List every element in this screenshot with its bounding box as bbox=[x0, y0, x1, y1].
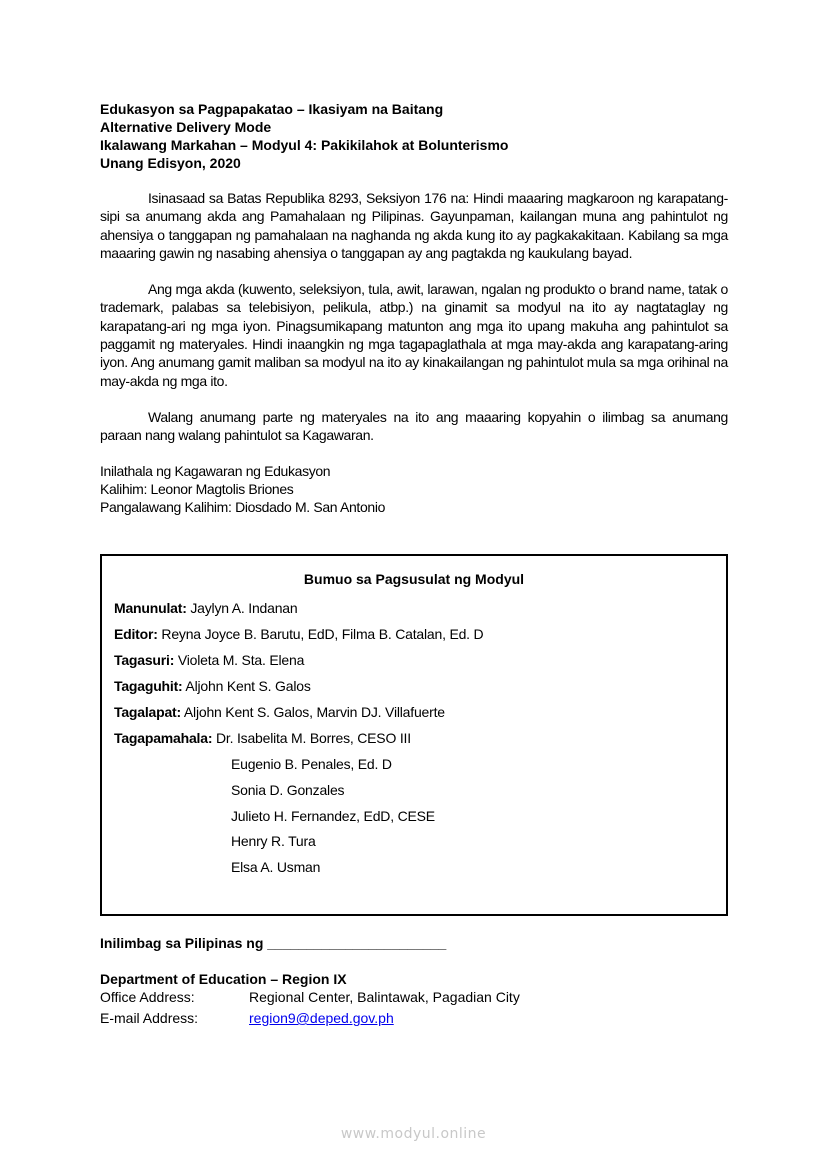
office-address-label: Office Address: bbox=[100, 989, 195, 1005]
manager-name: Julieto H. Fernandez, EdD, CESE bbox=[231, 808, 435, 824]
credit-editor: Editor: Reyna Joyce B. Barutu, EdD, Filma B. Catalan, Ed. D bbox=[114, 626, 484, 642]
credit-management: Tagapamahala: Dr. Isabelita M. Borres, CESO III bbox=[114, 730, 411, 746]
publisher-block bbox=[100, 462, 728, 516]
deped-region-heading: Department of Education – Region IX bbox=[100, 971, 347, 987]
module-title: Ikalawang Markahan – Modyul 4: Pakikilahok at Bolunterismo bbox=[100, 137, 509, 153]
printed-in-line: Inilimbag sa Pilipinas ng _______________________ bbox=[100, 935, 447, 951]
email-address-label: E-mail Address: bbox=[100, 1010, 199, 1026]
publisher-line: Inilathala ng Kagawaran ng Edukasyon bbox=[100, 462, 331, 479]
edition: Unang Edisyon, 2020 bbox=[100, 155, 241, 171]
office-address-value: Regional Center, Balintawak, Pagadian City bbox=[249, 989, 520, 1005]
copyright-paragraph-1: Isinasaad sa Batas Republika 8293, Seksiyon 176 na: Hindi maaaring magkaroon ng karapatang-sipi sa anumang akda ang Pamahalaan ng Pilipinas. Gayunpaman, kailangan muna ang pahintulot ng ahensiya o tanggapan ng pamahalaan na naghanda ng akda kung ito ay pagkakakitaan. Kabilang sa mga maaaring gawin ng nasabing ahensiya o tanggapan ay ang pagtakda ng kaukulang bayad. bbox=[100, 190, 728, 261]
email-link[interactable]: region9@deped.gov.ph bbox=[249, 1010, 394, 1026]
credits-box bbox=[100, 554, 728, 916]
credit-writer: Manunulat: Jaylyn A. Indanan bbox=[114, 600, 298, 616]
office-address-row bbox=[100, 988, 520, 1006]
copyright-paragraph-3: Walang anumang parte ng materyales na ito ang maaaring kopyahin o ilimbag sa anumang paraan nang walang pahintulot sa Kagawaran. bbox=[100, 408, 728, 444]
manager-name: Eugenio B. Penales, Ed. D bbox=[231, 756, 392, 772]
deped-contact-block bbox=[100, 970, 520, 1027]
credit-illustrator: Tagaguhit: Aljohn Kent S. Galos bbox=[114, 678, 311, 694]
delivery-mode: Alternative Delivery Mode bbox=[100, 119, 272, 135]
copyright-paragraph-2: Ang mga akda (kuwento, seleksiyon, tula, awit, larawan, ngalan ng produkto o brand name, tatak o trademark, palabas sa telebisiyon, pelikula, atbp.) na ginamit sa modyul na ito ay nagtataglay ng karapatang-ari ng mga iyon. Pinagsumikapang matunton ang mga ito upang makuha ang pahintulot sa paggamit ng materyales. Hindi inaangkin ng mga tagapaglathala at mga may-akda ang karapatang-aring iyon. Ang anumang gamit maliban sa modyul na ito ay kinakailangan ng pahintulot mula sa mga orihinal na may-akda ng mga ito. bbox=[100, 281, 728, 389]
email-address-row bbox=[100, 1009, 520, 1027]
credits-title: Bumuo sa Pagsusulat ng Modyul bbox=[303, 571, 525, 587]
undersecretary-line: Pangalawang Kalihim: Diosdado M. San Antonio bbox=[100, 498, 386, 515]
credit-layout-artist: Tagalapat: Aljohn Kent S. Galos, Marvin DJ. Villafuerte bbox=[114, 704, 445, 720]
manager-name: Elsa A. Usman bbox=[231, 859, 321, 875]
secretary-line: Kalihim: Leonor Magtolis Briones bbox=[100, 480, 294, 497]
manager-name: Sonia D. Gonzales bbox=[231, 782, 345, 798]
subject-title: Edukasyon sa Pagpapakatao – Ikasiyam na Baitang bbox=[100, 101, 444, 117]
manager-name: Henry R. Tura bbox=[231, 833, 316, 849]
document-page bbox=[100, 100, 728, 516]
website-watermark: www.modyul.online bbox=[340, 1126, 487, 1142]
credit-reviewer: Tagasuri: Violeta M. Sta. Elena bbox=[114, 652, 305, 668]
document-header bbox=[100, 100, 728, 172]
